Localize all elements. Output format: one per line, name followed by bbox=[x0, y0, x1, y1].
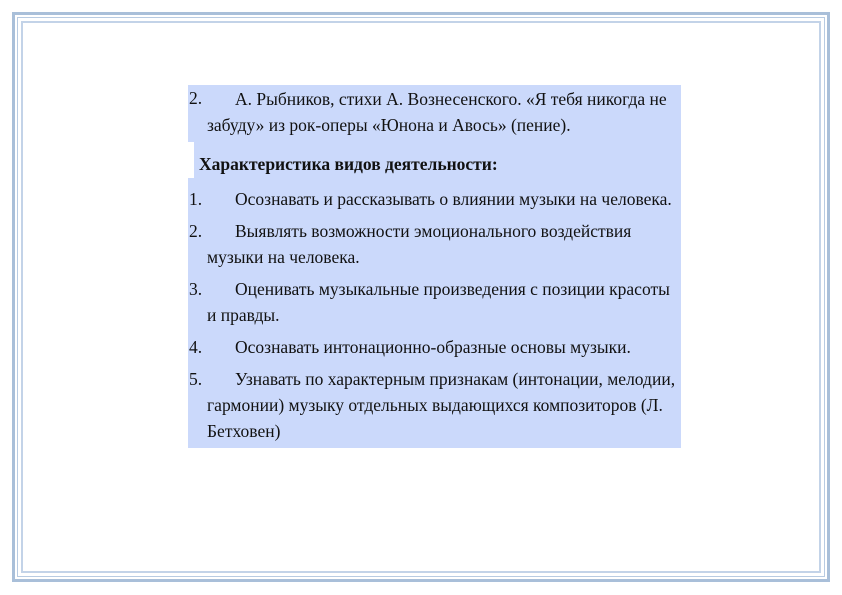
heading-gap bbox=[188, 150, 194, 178]
list-item-text: А. Рыбников, стихи А. Вознесенского. «Я тебя никогда не забуду» из рок-оперы «Юнона и Авось» (пение). bbox=[207, 89, 667, 135]
list-item-text: Осознавать интонационно-образные основы музыки. bbox=[235, 337, 631, 357]
list-item-number: 4. bbox=[189, 337, 203, 357]
list-item-number: 2. bbox=[189, 221, 203, 241]
list-item-text: Оценивать музыкальные произведения с позиции красоты и правды. bbox=[207, 279, 670, 325]
list-item-number: 1. bbox=[189, 189, 203, 209]
list-item bbox=[188, 186, 681, 212]
intro-list-item bbox=[188, 85, 681, 142]
list-item-number: 3. bbox=[189, 279, 203, 299]
heading-highlight-corner bbox=[188, 178, 194, 186]
list-item-number: 5. bbox=[189, 369, 203, 389]
section-heading: Характеристика видов деятельности: bbox=[199, 154, 498, 174]
list-item-text: Узнавать по характерным признакам (интонации, мелодии, гармонии) музыку отдельных выдающихся композиторов (Л. Бетховен) bbox=[207, 369, 676, 441]
list-item bbox=[188, 276, 681, 328]
list-item-text: Осознавать и рассказывать о влиянии музыки на человека. bbox=[235, 189, 672, 209]
list-item-text: Выявлять возможности эмоционального воздействия музыки на человека. bbox=[207, 221, 632, 267]
activities-list bbox=[188, 186, 681, 448]
text-content bbox=[188, 85, 681, 448]
list-item-number: 2. bbox=[189, 88, 203, 108]
section-heading-row bbox=[188, 142, 681, 186]
list-item bbox=[188, 218, 681, 270]
list-item bbox=[188, 366, 681, 444]
list-item bbox=[188, 334, 681, 360]
